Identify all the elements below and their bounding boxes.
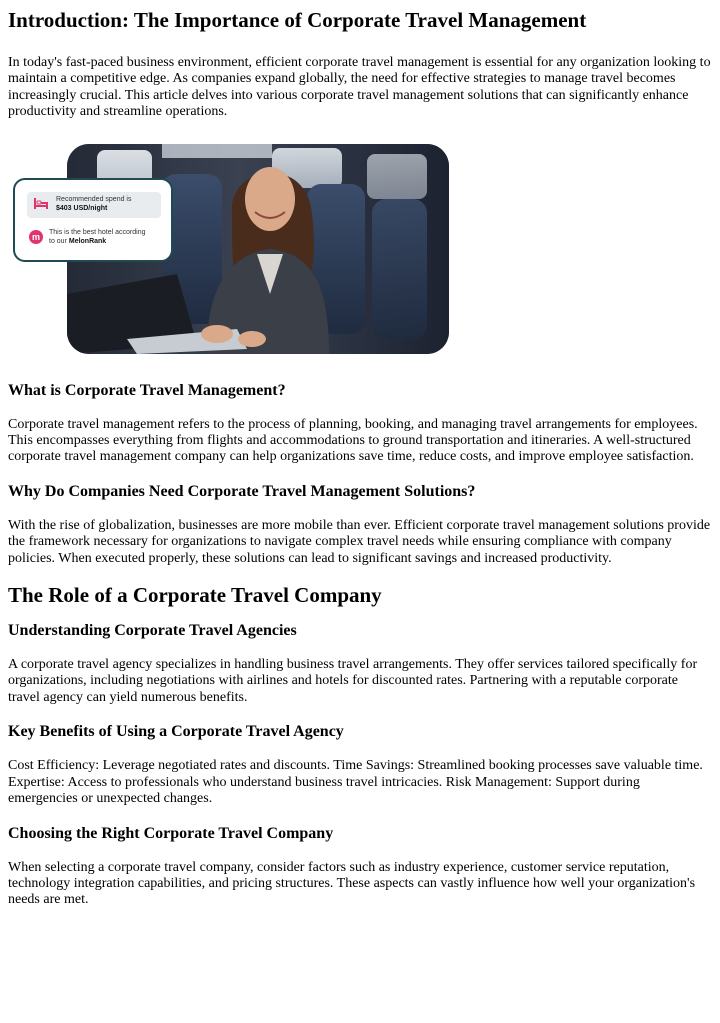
section-paragraph-benefits: Cost Efficiency: Leverage negotiated rates and discounts. Time Savings: Streamlined booking processes save valuable time. Expertise: Access to professionals who understand business travel intricacies. Risk Management: Support during emergencies or unexpected changes. [8, 758, 703, 807]
section-title-role: The Role of a Corporate Travel Company [8, 583, 382, 608]
section-heading-understanding: Understanding Corporate Travel Agencies [8, 622, 297, 640]
section-paragraph-understanding: A corporate travel agency specializes in handling business travel arrangements. They offer services tailored specifically for organizations, including negotiations with airlines and hotels for discounted rates. Partnering with a reputable corporate travel agency can yield numerous benefits. [8, 657, 698, 705]
melonrank-brand: MelonRank [68, 237, 107, 245]
page-title: Introduction: The Importance of Corporate Travel Management [8, 8, 587, 32]
section-paragraph-choosing: When selecting a corporate travel company, consider factors such as industry experience, customer service reputation, technology integration capabilities, and pricing structures. These aspects can vastly influence how well your organization's needs are met. [8, 859, 696, 908]
hotel-recommendation-card [13, 178, 173, 262]
melon-logo-icon: m [29, 230, 43, 244]
bed-icon [33, 197, 49, 210]
section-heading-what-is: What is Corporate Travel Management? [8, 381, 286, 399]
section-heading-choosing: Choosing the Right Corporate Travel Company [8, 824, 334, 842]
section-heading-why-need: Why Do Companies Need Corporate Travel Management Solutions? [8, 482, 476, 500]
article [0, 6, 720, 909]
melonrank-line2-prefix: to our [49, 237, 69, 245]
intro-paragraph: In today's fast-paced business environment, efficient corporate travel management is essential for any organization looking to maintain a competitive edge. As companies expand globally, the need for effective strategies to manage travel becomes increasingly crucial. This article delves into various corporate travel management solutions that can significantly enhance productivity and streamline operations. [8, 55, 711, 120]
melonrank-line1: This is the best hotel according [49, 228, 146, 236]
section-heading-benefits: Key Benefits of Using a Corporate Travel Agency [8, 723, 344, 741]
section-paragraph-what-is: Corporate travel management refers to the process of planning, booking, and managing travel arrangements for employees. This encompasses everything from flights and accommodations to ground transportation and itineraries. A well-structured corporate travel management company can help organizations save time, reduce costs, and improve employee satisfaction. [8, 416, 698, 465]
recommended-spend-banner [27, 192, 161, 218]
melonrank-note [27, 227, 167, 249]
recommended-spend-label: Recommended spend is [56, 195, 132, 203]
hero-image [0, 144, 720, 362]
section-paragraph-why-need: With the rise of globalization, businesses are more mobile than ever. Efficient corporate travel management solutions provide the framework necessary for organizations to navigate complex travel needs while ensuring compliance with company policies. When executed properly, these solutions can lead to significant savings and increased productivity. [8, 517, 711, 566]
recommended-spend-value: $403 USD/night [56, 204, 108, 212]
